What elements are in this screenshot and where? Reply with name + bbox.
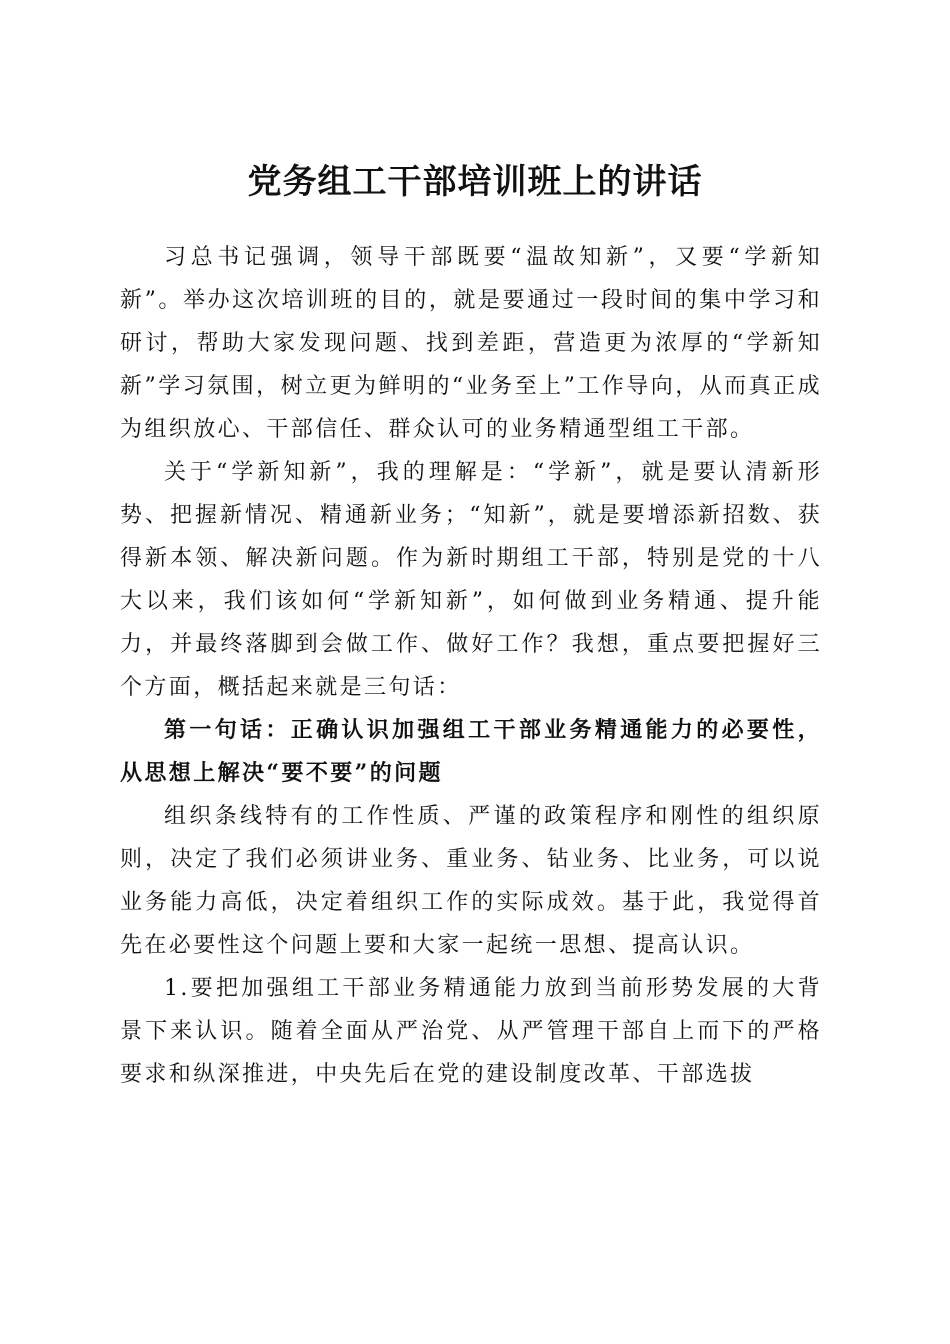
paragraph-understanding: 关于“学新知新”，我的理解是：“学新”，就是要认清新形势、把握新情况、精通新业务；“知新”，就是要增添新招数、获得新本领、解决新问题。作为新时期组工干部，特别是党的十八大以来，我们该如何“学新知新”，如何做到业务精通、提升能力，并最终落脚到会做工作、做好工作？我想，重点要把握好三个方面，概括起来就是三句话：	[120, 460, 822, 700]
paragraph-point-1: 1.要把加强组工干部业务精通能力放到当前形势发展的大背景下来认识。随着全面从严治党、从严管理干部自上而下的严格要求和纵深推进，中央先后在党的建设制度改革、干部选拔	[120, 976, 822, 1087]
paragraph-necessity: 组织条线特有的工作性质、严谨的政策程序和刚性的组织原则，决定了我们必须讲业务、重业务、钻业务、比业务，可以说业务能力高低，决定着组织工作的实际成效。基于此，我觉得首先在必要性这个问题上要和大家一起统一思想、提高认识。	[120, 804, 822, 958]
section-heading-first: 第一句话：正确认识加强组工干部业务精通能力的必要性，从思想上解决“要不要”的问题	[120, 717, 822, 786]
document-body	[120, 236, 822, 1096]
paragraph-intro: 习总书记强调，领导干部既要“温故知新”，又要“学新知新”。举办这次培训班的目的，就是要通过一段时间的集中学习和研讨，帮助大家发现问题、找到差距，营造更为浓厚的“学新知新”学习氛围，树立更为鲜明的“业务至上”工作导向，从而真正成为组织放心、干部信任、群众认可的业务精通型组工干部。	[120, 245, 822, 442]
document-title: 党务组工干部培训班上的讲话	[247, 161, 703, 202]
